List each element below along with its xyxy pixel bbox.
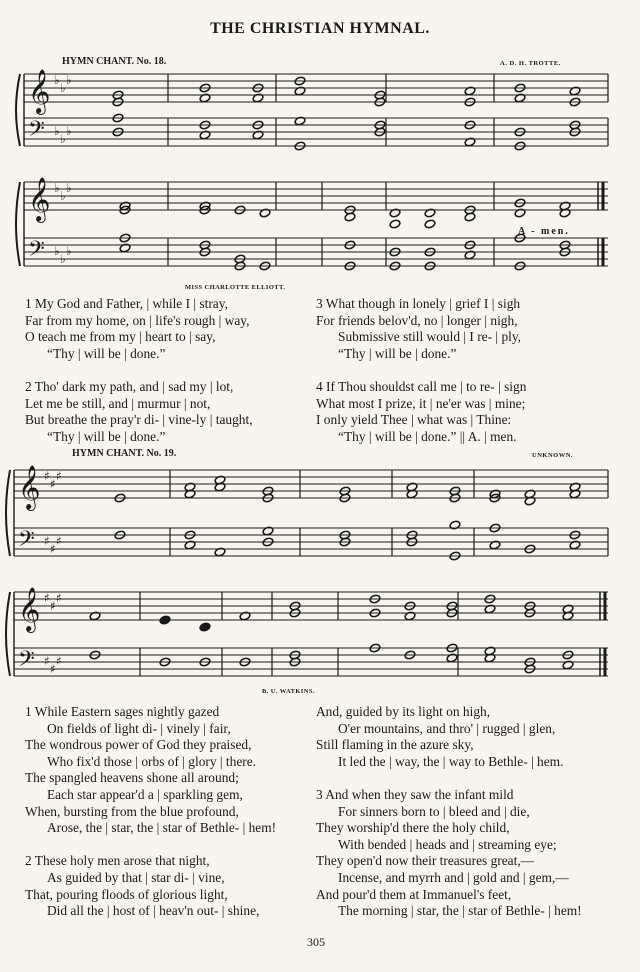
verse-line: What most I prize, it | ne'er was | mine; <box>316 395 526 411</box>
verse-line: Incense, and myrrh and | gold and | gem,— <box>338 869 569 885</box>
verse-line: “Thy | will be | done.” || A. | men. <box>338 428 517 444</box>
treble-clef-icon: 𝄞 <box>18 465 41 509</box>
treble-clef-icon: 𝄞 <box>28 69 51 113</box>
sharp-icon: ♯ <box>44 591 50 605</box>
verse-line: 2 Tho' dark my path, and | sad my | lot, <box>25 378 234 394</box>
flat-icon: ♭ <box>60 189 66 203</box>
verse-line: The wondrous power of God they praised, <box>25 737 252 753</box>
verse-line: The spangled heavens shone all around; <box>25 770 239 786</box>
flat-icon: ♭ <box>60 81 66 95</box>
verse-line: Submissive still would | I re- | ply, <box>338 329 522 345</box>
hymnal-title: THE CHRISTIAN HYMNAL. <box>210 20 430 37</box>
flat-icon: ♭ <box>60 132 66 146</box>
verse-line: Arose, the | star, the | star of Bethle- | hem! <box>47 820 277 836</box>
note-head <box>199 622 211 632</box>
verse-line: They open'd now their treasures great,— <box>316 853 535 869</box>
sharp-icon: ♯ <box>56 591 62 605</box>
verse-line: But breathe the pray'r di- | vine-ly | taught, <box>25 412 253 428</box>
verse-line: When, bursting from the blue profound, <box>25 803 239 819</box>
bass-clef-icon: 𝄢 <box>18 647 35 677</box>
verse-line: The morning | star, the | star of Bethle- | hem! <box>338 903 582 919</box>
amen-label: A - men. <box>518 226 570 237</box>
flat-icon: ♭ <box>66 181 72 195</box>
verse-line: For sinners born to | bleed and | die, <box>338 803 530 819</box>
brace <box>16 74 20 146</box>
verse-line <box>316 770 582 787</box>
verse-line: It led the | way, the | way to Bethle- | hem. <box>338 753 564 769</box>
verse-line: Who fix'd those | orbs of | glory | there. <box>47 753 257 769</box>
chant-18-verses-left <box>25 296 253 445</box>
bass-clef-icon: 𝄢 <box>28 117 45 147</box>
chant-18-verses-right <box>316 296 526 445</box>
verse-line: As guided by that | star di- | vine, <box>47 869 225 885</box>
treble-staff <box>24 74 608 102</box>
verse-line: O teach me from my | heart to | say, <box>25 329 216 345</box>
verse-line <box>316 362 526 379</box>
verse-line: Let me be still, and | murmur | not, <box>25 395 211 411</box>
sharp-icon: ♯ <box>50 477 56 491</box>
verse-line: Still flaming in the azure sky, <box>316 737 474 753</box>
verse-line: 3 And when they saw the infant mild <box>316 786 514 802</box>
verse-line: I only yield Thee | what was | Thine: <box>316 412 512 428</box>
sharp-icon: ♯ <box>44 654 50 668</box>
chant-19-composer: UNKNOWN. <box>532 452 574 459</box>
sharp-icon: ♯ <box>50 542 56 556</box>
chant-18-label: HYMN CHANT. No. 18. <box>62 56 167 67</box>
chant-19-verses-right <box>316 704 582 920</box>
sharp-icon: ♯ <box>56 654 62 668</box>
chant-18-author: MISS CHARLOTTE ELLIOTT. <box>185 284 286 291</box>
treble-clef-icon: 𝄞 <box>18 587 41 631</box>
brace <box>16 182 20 266</box>
treble-staff <box>14 592 608 620</box>
flat-icon: ♭ <box>60 252 66 266</box>
bass-clef-icon: 𝄢 <box>28 237 45 267</box>
sharp-icon: ♯ <box>50 599 56 613</box>
note-head <box>159 615 171 625</box>
verse-line: O'er mountains, and thro' | rugged | glen, <box>338 720 556 736</box>
verse-line: That, pouring floods of glorious light, <box>25 886 228 902</box>
bass-staff <box>14 648 608 676</box>
brace <box>6 470 10 556</box>
flat-icon: ♭ <box>66 73 72 87</box>
flat-icon: ♭ <box>54 181 60 195</box>
verse-line: On fields of light di- | vinely | fair, <box>47 720 231 736</box>
sharp-icon: ♯ <box>44 469 50 483</box>
bass-clef-icon: 𝄢 <box>18 527 35 557</box>
sharp-icon: ♯ <box>44 534 50 548</box>
verse-line: “Thy | will be | done.” <box>47 345 166 361</box>
verse-line: They worship'd there the holy child, <box>316 820 510 836</box>
chant-19-author: B. U. WATKINS. <box>262 688 315 695</box>
flat-icon: ♭ <box>66 124 72 138</box>
treble-clef-icon: 𝄞 <box>28 177 51 221</box>
verse-line: Did all the | host of | heav'n out- | shine, <box>47 903 260 919</box>
flat-icon: ♭ <box>54 124 60 138</box>
verse-line: Far from my home, on | life's rough | way, <box>25 312 250 328</box>
verse-line: 1 While Eastern sages nightly gazed <box>25 704 220 719</box>
verse-line: Each star appear'd a | sparkling gem, <box>47 786 243 802</box>
bass-staff <box>14 528 608 556</box>
sharp-icon: ♯ <box>56 469 62 483</box>
verse-line: “Thy | will be | done.” <box>338 345 457 361</box>
chant-19-verses-left <box>25 704 276 920</box>
verse-line: For friends belov'd, no | longer | nigh, <box>316 312 518 328</box>
verse-line: And, guided by its light on high, <box>316 704 491 719</box>
chant-18-composer: A. D. H. TROTTE. <box>500 60 561 67</box>
verse-line: And pour'd them at Immanuel's feet, <box>316 886 512 902</box>
note-head <box>424 219 436 229</box>
brace <box>6 592 10 676</box>
verse-line: 2 These holy men arose that night, <box>25 853 210 869</box>
verse-line <box>25 362 253 379</box>
page-number: 305 <box>307 935 325 949</box>
note-head <box>389 219 401 229</box>
flat-icon: ♭ <box>54 73 60 87</box>
verse-line: 4 If Thou shouldst call me | to re- | sign <box>316 378 527 394</box>
sharp-icon: ♯ <box>56 534 62 548</box>
sharp-icon: ♯ <box>50 662 56 676</box>
flat-icon: ♭ <box>66 244 72 258</box>
verse-line: “Thy | will be | done.” <box>47 428 166 444</box>
chant-19-label: HYMN CHANT. No. 19. <box>72 448 177 459</box>
verse-line <box>25 837 276 854</box>
verse-line: 3 What though in lonely | grief I | sigh <box>316 296 521 311</box>
treble-staff <box>14 470 608 498</box>
verse-line: 1 My God and Father, | while I | stray, <box>25 296 228 311</box>
verse-line: With bended | heads and | streaming eye; <box>338 836 557 852</box>
flat-icon: ♭ <box>54 244 60 258</box>
